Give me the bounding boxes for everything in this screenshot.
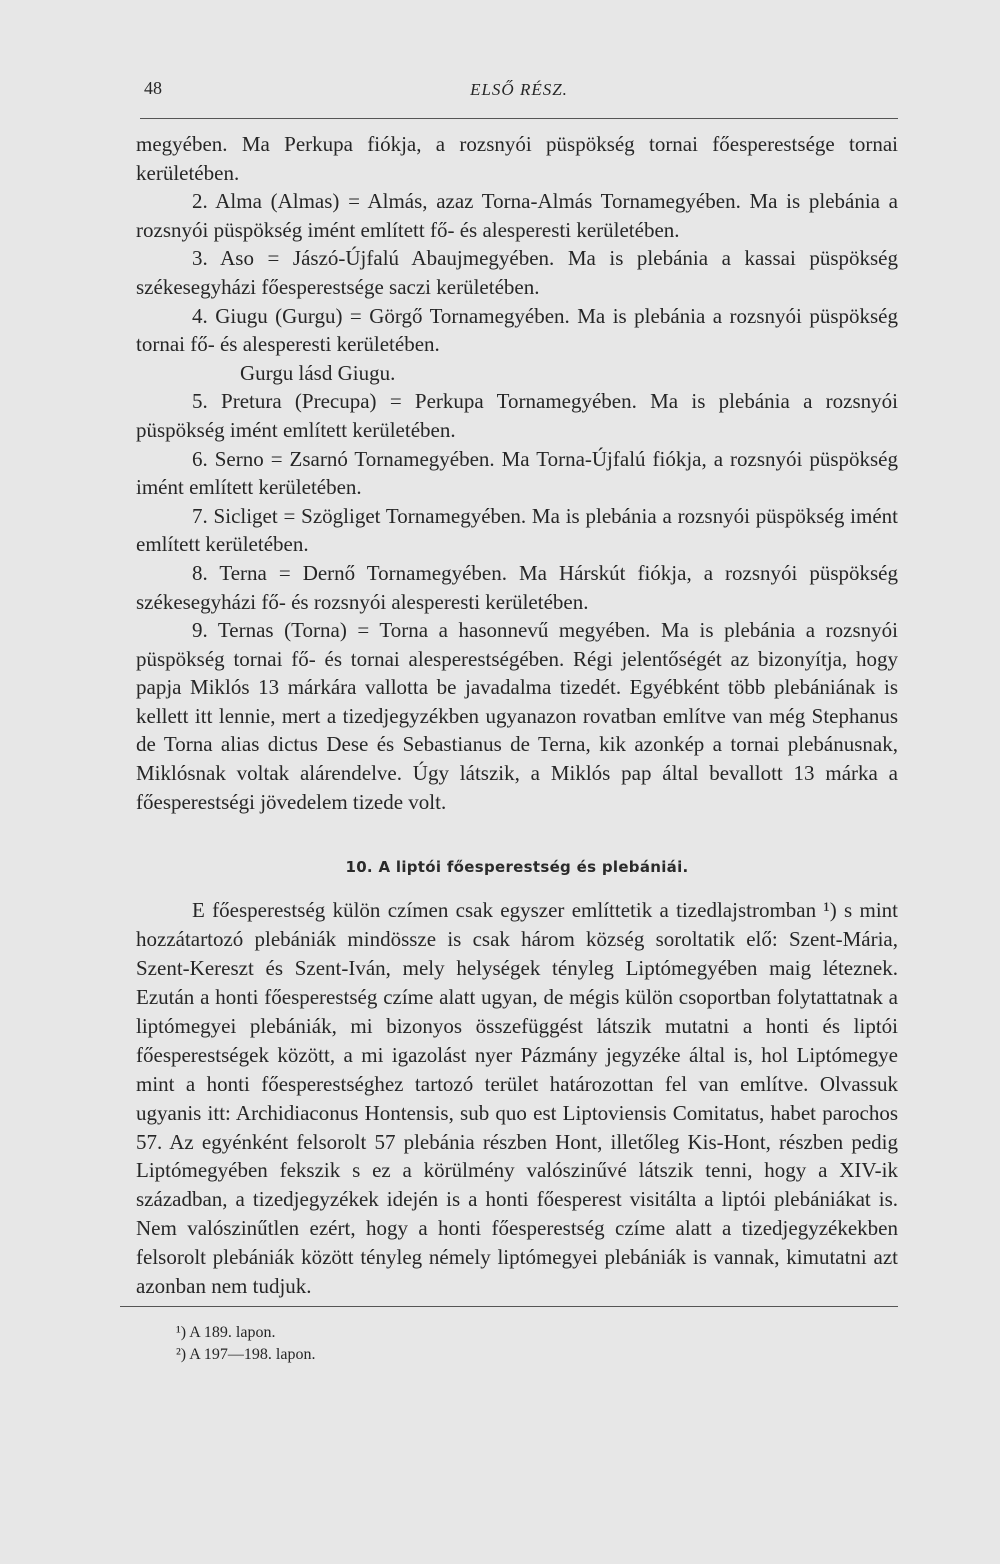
footnote-1: ¹) A 189. lapon. — [176, 1324, 276, 1341]
body-text — [136, 130, 898, 1301]
entry-6-serno: 6. Serno = Zsarnó Tornamegyében. Ma Torna-Újfalú fiókja, a rozsnyói püspökség imént említett kerületében. — [136, 446, 898, 500]
entry-8-terna: 8. Terna = Dernő Tornamegyében. Ma Hárskút fiókja, a rozsnyói püspökség székesegyházi fő- és rozsnyói alesperesti kerületében. — [136, 560, 898, 614]
entry-7-sicliget: 7. Sicliget = Szögliget Tornamegyében. Ma is plebánia a rozsnyói püspökség imént említett kerületében. — [136, 503, 898, 557]
footnotes — [176, 1322, 315, 1366]
running-head: ELSŐ RÉSZ. — [470, 80, 568, 99]
paragraph: megyében. Ma Perkupa fiókja, a rozsnyói püspökség tornai főesperestsége tornai kerületében. — [136, 132, 898, 185]
entry-9-ternas: 9. Ternas (Torna) = Torna a hasonnevű megyében. Ma is plebánia a rozsnyói püspökség tornai fő- és tornai alesperestségében. Régi jelentőségét az bizonyítja, hogy papja Miklós 13 márkára vallotta be javadalma tizedét. Egyébként több plebániának is kellett itt lennie, mert a tizedjegyzékben ugyanazon rovatban említve van még Stephanus de Torna alias dictus Dese és Sebastianus de Terna, kik azonkép a tornai plebánusnak, Miklósnak voltak alárendelve. Úgy látszik, a Miklós pap által bevallott 13 márka a főesperestségi jövedelem tizede volt. — [136, 618, 898, 814]
cross-reference-gurgu: Gurgu lásd Giugu. — [240, 360, 396, 385]
entry-4-giugu: 4. Giugu (Gurgu) = Görgő Tornamegyében. Ma is plebánia a rozsnyói püspökség tornai fő- és alesperesti kerületében. — [136, 303, 898, 357]
header-rule — [140, 118, 898, 119]
page-number: 48 — [144, 78, 162, 98]
footnote-rule — [120, 1306, 898, 1307]
section-paragraph: E főesperestség külön czímen csak egyszer említtetik a tizedlajstromban ¹) s mint hozzátartozó plebániák mindössze is csak három község soroltatik elő: Szent-Mária, Szent-Kereszt és Szent-Iván, mely helységek tényleg Liptómegyében maig léteznek. Ezután a honti főesperestség czíme alatt ugyan, de mégis külön csoportban folytattatnak a liptómegyei plebániák, mi bizonyos összefüggést látszik mutatni a honti és liptói főesperestségek között, a mi igazolást nyer Pázmány jegyzéke által is, hol Liptómegye mint a honti főesperestséghez tartozó terület határozottan fel van említve. Olvassuk ugyanis itt: Archidiaconus Hontensis, sub quo est Liptoviensis Comitatus, habet parochos 57. Az egyénként felsorolt 57 plebánia részben Hont, illetőleg Kis-Hont, részben pedig Liptómegyében fekszik s ez a körülmény valószinűvé látszik tenni, hogy a XIV-ik században, a tizedjegyzékek idején is a honti főesperest visitálta a liptói plebániákat is. Nem valószinűtlen ezért, hogy a honti főesperestség czíme alatt a tizedjegyzékekben felsorolt plebániák között tényleg némely liptómegyei plebániák is vannak, kimutatni azt azonban nem tudjuk. — [136, 898, 898, 1299]
footnote-2: ²) A 197—198. lapon. — [176, 1346, 316, 1363]
section-body — [136, 896, 898, 1301]
entry-5-pretura: 5. Pretura (Precupa) = Perkupa Tornamegyében. Ma is plebánia a rozsnyói püspökség imént említett kerületében. — [136, 389, 898, 442]
entry-2-alma: 2. Alma (Almas) = Almás, azaz Torna-Almás Tornamegyében. Ma is plebánia a rozsnyói püspökség imént említett fő- és alesperesti kerületében. — [136, 189, 898, 242]
section-heading: 10. A liptói főesperestség és plebániái. — [345, 858, 689, 877]
page-header — [140, 74, 898, 102]
entry-3-aso: 3. Aso = Jászó-Újfalú Abaujmegyében. Ma is plebánia a kassai püspökség székesegyházi főesperestsége saczi kerületében. — [136, 246, 898, 299]
